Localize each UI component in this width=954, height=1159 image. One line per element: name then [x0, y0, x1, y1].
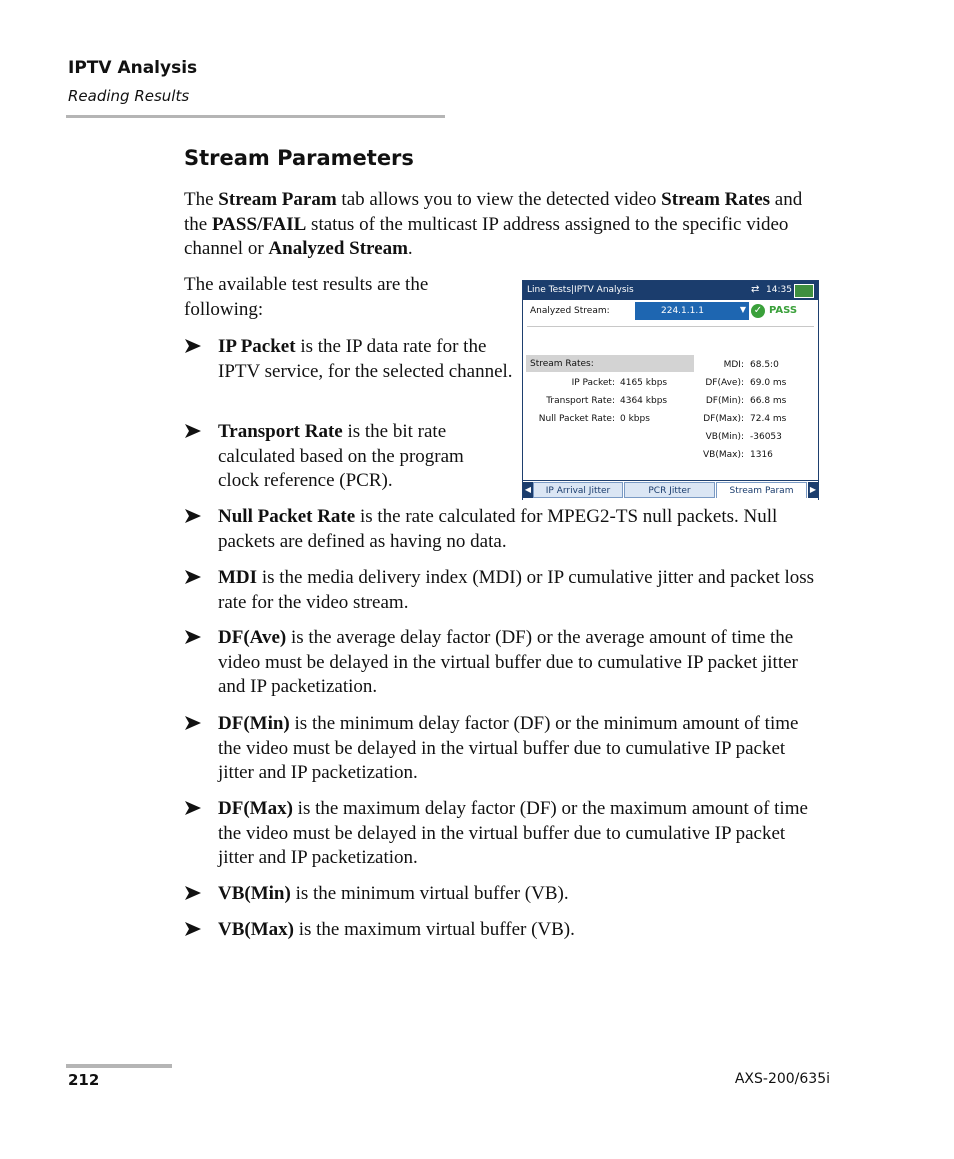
bullet-desc: is the minimum virtual buffer (VB).	[290, 883, 569, 904]
bullet-desc: is the bit rate calculated based on the program clock reference (PCR).	[218, 421, 464, 492]
bullet-term: MDI	[218, 567, 258, 588]
page-number: 212	[68, 1071, 100, 1089]
scroll-right-icon[interactable]: ▶	[808, 482, 818, 498]
arrow-bullet-icon	[184, 799, 202, 817]
stream-rates-label: Stream Rates:	[530, 359, 594, 369]
rate-value: 0 kbps	[620, 414, 650, 424]
rate-label: Transport Rate:	[546, 396, 615, 406]
bullet-desc: is the average delay factor (DF) or the average amount of time the video must be delayed in the virtual buffer due to cumulative IP packet jitter and IP packetization.	[218, 627, 798, 698]
rate-label: IP Packet:	[571, 378, 615, 388]
intro-text: The	[184, 189, 219, 210]
tab-pcr-jitter[interactable]: PCR Jitter	[624, 482, 715, 498]
battery-icon	[794, 284, 814, 298]
metric-value: 66.8 ms	[750, 396, 787, 406]
arrow-bullet-icon	[184, 422, 202, 440]
metric-label: DF(Max):	[703, 414, 744, 424]
arrow-bullet-icon	[184, 920, 202, 938]
product-model: AXS-200/635i	[734, 1071, 830, 1087]
available-results-paragraph: The available test results are the following:	[184, 274, 429, 320]
arrow-bullet-icon	[184, 628, 202, 646]
screen-tab-bar	[523, 480, 818, 500]
bullet-term: VB(Min)	[218, 883, 291, 904]
intro-term: Stream Rates	[661, 189, 771, 210]
check-circle-icon: ✓	[751, 304, 765, 318]
rate-label: Null Packet Rate:	[538, 414, 615, 424]
intro-text: .	[407, 238, 413, 260]
scroll-left-icon[interactable]: ◀	[523, 482, 533, 498]
metric-value: 69.0 ms	[750, 378, 787, 388]
bullet-desc: is the rate calculated for MPEG2-TS null packets. Null packets are defined as having no data.	[218, 506, 778, 552]
intro-text: status of the multicast IP address assigned to the specific video channel or	[184, 213, 789, 260]
arrow-bullet-icon	[184, 714, 202, 732]
running-header-subtitle: Reading Results	[68, 87, 190, 105]
section-title: Stream Parameters	[184, 146, 414, 170]
analyzed-stream-label: Analyzed Stream:	[530, 306, 610, 316]
footer-rule	[66, 1064, 172, 1068]
metric-label: MDI:	[723, 360, 744, 370]
pass-status: PASS	[769, 305, 798, 316]
intro-text: tab allows you to view the detected video	[336, 189, 662, 210]
bullet-term: Transport Rate	[218, 421, 343, 442]
arrow-bullet-icon	[184, 568, 202, 586]
metric-label: VB(Min):	[705, 432, 744, 442]
screen-title-bar	[523, 281, 818, 300]
screen-clock: 14:35	[766, 285, 792, 295]
metric-label: DF(Min):	[705, 396, 744, 406]
metric-value: 72.4 ms	[750, 414, 787, 424]
header-rule	[66, 115, 445, 118]
bullet-term: VB(Max)	[218, 919, 294, 940]
rate-value: 4165 kbps	[620, 378, 668, 388]
analyzed-stream-dropdown[interactable]	[635, 302, 749, 320]
metric-label: VB(Max):	[703, 450, 744, 460]
metric-label: DF(Ave):	[705, 378, 744, 388]
running-header-title: IPTV Analysis	[68, 58, 198, 78]
bullet-desc: is the maximum delay factor (DF) or the maximum amount of time the video must be delayed in the virtual buffer due to cumulative IP packet jitter and IP packetization.	[218, 798, 808, 869]
metric-value: 1316	[750, 450, 773, 460]
rate-value: 4364 kbps	[620, 396, 668, 406]
bullet-term: DF(Ave)	[218, 627, 287, 648]
stream-rates-header	[526, 355, 694, 372]
divider	[527, 326, 814, 327]
intro-paragraph	[184, 188, 824, 262]
bullet-term: Null Packet Rate	[218, 506, 356, 527]
analyzed-stream-row	[523, 300, 818, 324]
iptv-stream-param-screenshot	[522, 280, 819, 500]
bullet-desc: is the media delivery index (MDI) or IP cumulative jitter and packet loss rate for the video stream.	[218, 567, 815, 613]
arrow-bullet-icon	[184, 507, 202, 525]
screen-title: Line Tests|IPTV Analysis	[527, 285, 634, 295]
sync-icon: ⇄	[751, 284, 760, 295]
metric-value: 68.5:0	[750, 360, 779, 370]
bullet-term: DF(Min)	[218, 713, 290, 734]
bullet-term: IP Packet	[218, 336, 296, 357]
tab-stream-param[interactable]: Stream Param	[716, 482, 807, 498]
bullet-desc: is the minimum delay factor (DF) or the minimum amount of time the video must be delayed in the virtual buffer due to cumulative IP packet jitter and IP packetization.	[218, 713, 799, 784]
metric-value: -36053	[750, 432, 782, 442]
intro-text: and the	[184, 189, 803, 235]
intro-term: Stream Param	[218, 189, 337, 210]
arrow-bullet-icon	[184, 337, 202, 355]
bullet-desc: is the IP data rate for the IPTV service, for the selected channel.	[218, 336, 513, 382]
chevron-down-icon: ▼	[739, 305, 746, 314]
intro-term: PASS/FAIL	[211, 213, 307, 235]
intro-term: Analyzed Stream	[268, 238, 408, 260]
bullet-desc: is the maximum virtual buffer (VB).	[293, 919, 575, 940]
tab-ip-arrival-jitter[interactable]: IP Arrival Jitter	[533, 482, 623, 498]
bullet-term: DF(Max)	[218, 798, 293, 819]
analyzed-stream-value: 224.1.1.1	[661, 306, 704, 316]
arrow-bullet-icon	[184, 884, 202, 902]
